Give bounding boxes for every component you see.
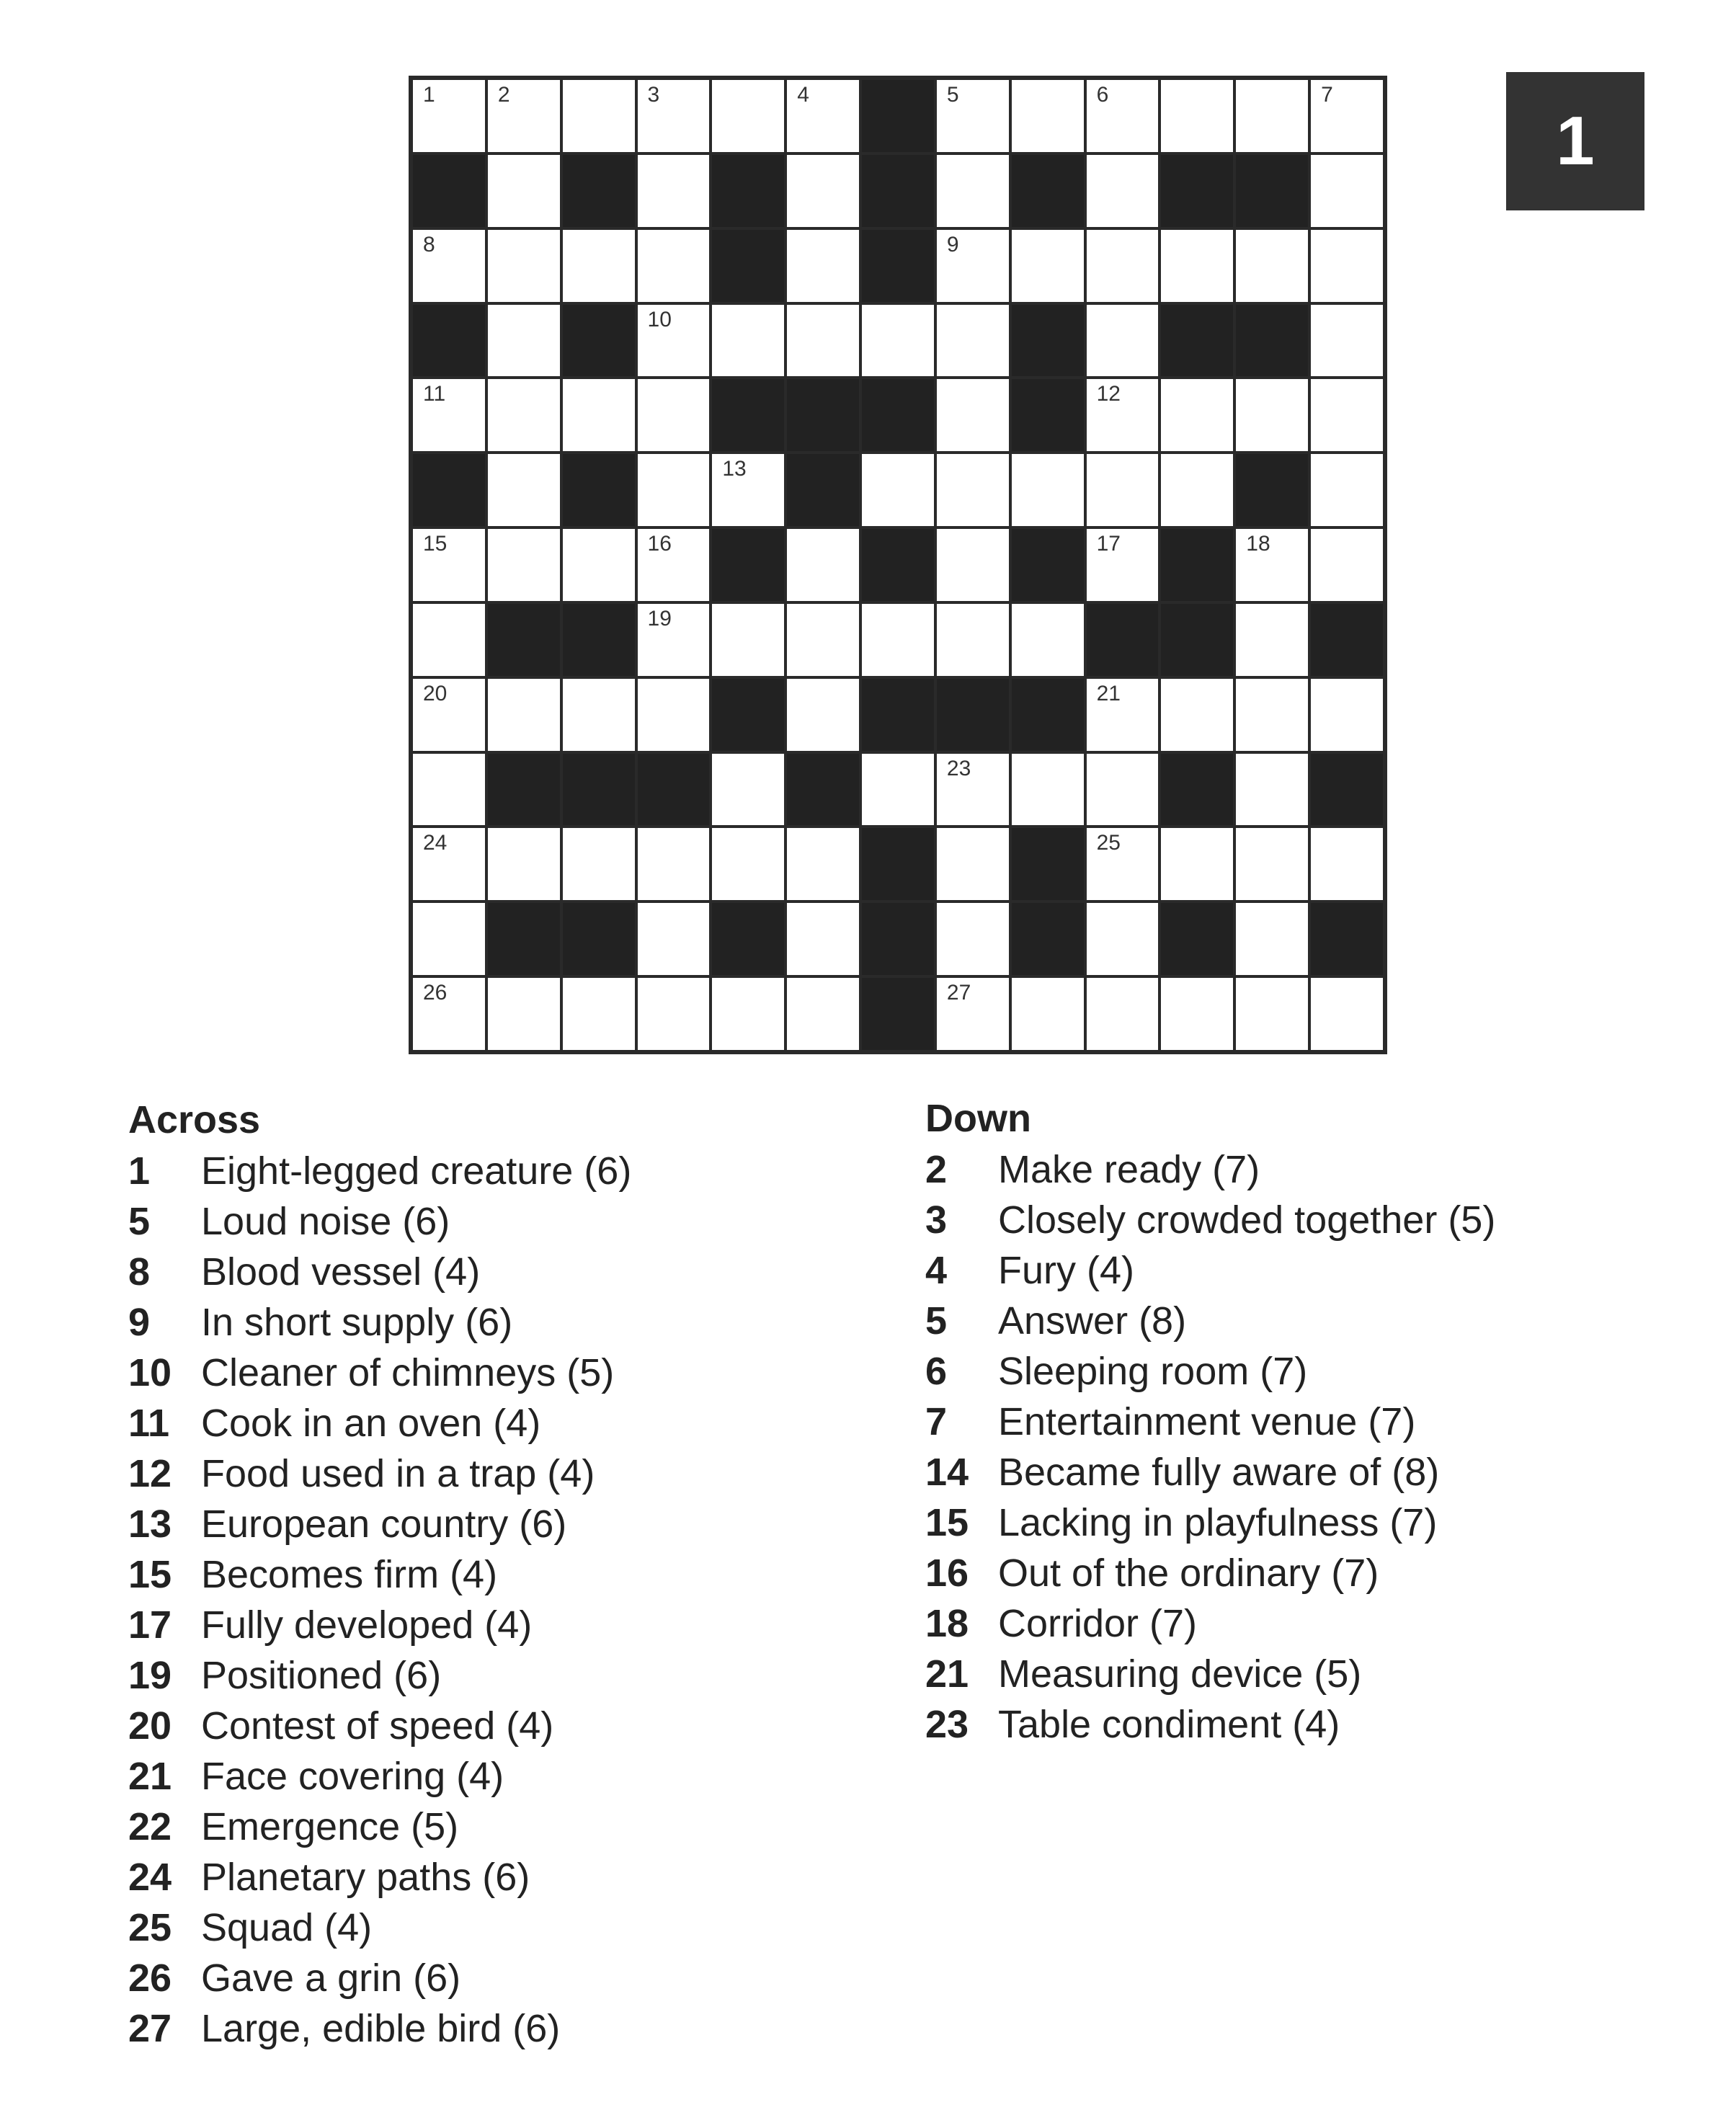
grid-block xyxy=(561,901,636,976)
down-clue[interactable] xyxy=(925,1497,1718,1548)
grid-cell[interactable] xyxy=(711,602,785,677)
grid-cell[interactable] xyxy=(636,228,711,303)
grid-cell[interactable] xyxy=(411,79,486,153)
clue-number: 18 xyxy=(925,1602,969,1645)
clue-text: Cook in an oven (4) xyxy=(201,1402,541,1445)
clue-text: Corridor (7) xyxy=(998,1602,1198,1645)
across-clue[interactable] xyxy=(128,1852,885,1902)
grid-cell[interactable] xyxy=(785,303,860,378)
grid-cell[interactable] xyxy=(636,602,711,677)
clue-number: 21 xyxy=(925,1652,969,1696)
crossword-grid xyxy=(409,76,1387,1054)
grid-block xyxy=(561,453,636,527)
grid-cell[interactable] xyxy=(411,827,486,901)
grid-block xyxy=(711,153,785,228)
down-clue[interactable] xyxy=(925,1296,1718,1346)
grid-block xyxy=(1234,153,1309,228)
down-heading: Down xyxy=(925,1097,1031,1140)
grid-block xyxy=(1159,752,1234,827)
clue-text: Became fully aware of (8) xyxy=(998,1451,1440,1494)
grid-cell[interactable] xyxy=(561,976,636,1051)
grid-cell[interactable] xyxy=(1010,453,1085,527)
down-clue[interactable] xyxy=(925,1397,1718,1447)
grid-block xyxy=(1309,602,1384,677)
clue-number: 3 xyxy=(925,1198,948,1242)
grid-cell[interactable] xyxy=(1159,228,1234,303)
grid-cell[interactable] xyxy=(1085,677,1160,752)
grid-block xyxy=(860,228,935,303)
grid-cell[interactable] xyxy=(1159,827,1234,901)
grid-cell[interactable] xyxy=(1309,827,1384,901)
grid-cell[interactable] xyxy=(1234,79,1309,153)
grid-cell[interactable] xyxy=(486,153,561,228)
grid-cell[interactable] xyxy=(711,303,785,378)
grid-cell[interactable] xyxy=(636,677,711,752)
grid-cell[interactable] xyxy=(411,976,486,1051)
grid-block xyxy=(860,527,935,602)
cell-number: 9 xyxy=(946,232,959,257)
grid-block xyxy=(1010,827,1085,901)
grid-block xyxy=(860,378,935,453)
grid-cell[interactable] xyxy=(711,827,785,901)
grid-cell[interactable] xyxy=(935,79,1010,153)
clue-text: Loud noise (6) xyxy=(201,1200,450,1243)
across-clue[interactable] xyxy=(128,1953,885,2003)
cell-number: 6 xyxy=(1096,83,1109,107)
clue-number: 20 xyxy=(128,1704,172,1748)
clue-number: 27 xyxy=(128,2007,172,2050)
grid-block xyxy=(711,677,785,752)
down-clue[interactable] xyxy=(925,1447,1718,1497)
grid-cell[interactable] xyxy=(561,228,636,303)
grid-block xyxy=(1159,303,1234,378)
grid-cell[interactable] xyxy=(785,602,860,677)
clue-number: 4 xyxy=(925,1249,948,1292)
grid-block xyxy=(1159,527,1234,602)
grid-cell[interactable] xyxy=(486,827,561,901)
grid-cell[interactable] xyxy=(935,752,1010,827)
cell-number: 26 xyxy=(423,981,448,1005)
cell-number: 16 xyxy=(647,532,672,556)
grid-cell[interactable] xyxy=(1085,976,1160,1051)
grid-cell[interactable] xyxy=(636,527,711,602)
across-clue[interactable] xyxy=(128,1297,885,1348)
clue-number: 2 xyxy=(925,1148,948,1191)
clue-text: Lacking in playfulness (7) xyxy=(998,1501,1438,1544)
grid-cell[interactable] xyxy=(1234,901,1309,976)
across-clue[interactable] xyxy=(128,2003,885,2054)
cell-number: 17 xyxy=(1096,532,1121,556)
grid-cell[interactable] xyxy=(1085,79,1160,153)
clue-text: Face covering (4) xyxy=(201,1755,504,1798)
cell-number: 5 xyxy=(946,83,959,107)
clue-text: Sleeping room (7) xyxy=(998,1350,1308,1393)
grid-cell[interactable] xyxy=(636,901,711,976)
grid-block xyxy=(711,378,785,453)
cell-number: 19 xyxy=(647,606,672,631)
grid-cell[interactable] xyxy=(636,153,711,228)
down-clue[interactable] xyxy=(925,1346,1718,1397)
grid-block xyxy=(1010,901,1085,976)
grid-cell[interactable] xyxy=(860,453,935,527)
grid-block xyxy=(1309,901,1384,976)
clue-text: Fully developed (4) xyxy=(201,1603,533,1647)
clue-text: Gave a grin (6) xyxy=(201,1956,461,2000)
grid-cell[interactable] xyxy=(411,602,486,677)
clue-text: Food used in a trap (4) xyxy=(201,1452,595,1495)
clue-text: Large, edible bird (6) xyxy=(201,2007,561,2050)
down-clue[interactable] xyxy=(925,1649,1718,1699)
grid-block xyxy=(1234,453,1309,527)
grid-block xyxy=(860,677,935,752)
grid-block xyxy=(1010,527,1085,602)
grid-cell[interactable] xyxy=(486,228,561,303)
clue-number: 9 xyxy=(128,1301,151,1344)
across-clue[interactable] xyxy=(128,1751,885,1802)
grid-cell[interactable] xyxy=(1309,79,1384,153)
clue-text: Fury (4) xyxy=(998,1249,1134,1292)
grid-cell[interactable] xyxy=(711,752,785,827)
grid-cell[interactable] xyxy=(1159,453,1234,527)
cell-number: 1 xyxy=(423,83,435,107)
grid-cell[interactable] xyxy=(1234,602,1309,677)
clue-text: Emergence (5) xyxy=(201,1805,459,1848)
grid-cell[interactable] xyxy=(935,976,1010,1051)
grid-cell[interactable] xyxy=(486,976,561,1051)
clue-number: 1 xyxy=(128,1149,151,1193)
grid-cell[interactable] xyxy=(1309,153,1384,228)
grid-cell[interactable] xyxy=(1309,303,1384,378)
grid-cell[interactable] xyxy=(1159,79,1234,153)
grid-cell[interactable] xyxy=(561,79,636,153)
grid-cell[interactable] xyxy=(1234,976,1309,1051)
clue-number: 5 xyxy=(925,1299,948,1343)
grid-block xyxy=(561,153,636,228)
grid-cell[interactable] xyxy=(1234,527,1309,602)
grid-block xyxy=(860,79,935,153)
grid-cell[interactable] xyxy=(636,378,711,453)
grid-cell[interactable] xyxy=(935,602,1010,677)
grid-cell[interactable] xyxy=(486,527,561,602)
grid-cell[interactable] xyxy=(935,228,1010,303)
across-clue[interactable] xyxy=(128,1196,885,1247)
grid-cell[interactable] xyxy=(486,303,561,378)
grid-block xyxy=(486,752,561,827)
grid-cell[interactable] xyxy=(935,527,1010,602)
cell-number: 15 xyxy=(423,532,448,556)
clue-number: 23 xyxy=(925,1703,969,1746)
puzzle-number-badge: 1 xyxy=(1506,72,1644,210)
cell-number: 2 xyxy=(497,83,510,107)
down-clue-list xyxy=(925,1144,1718,1750)
grid-cell[interactable] xyxy=(1234,378,1309,453)
down-clue[interactable] xyxy=(925,1245,1718,1296)
grid-cell[interactable] xyxy=(860,752,935,827)
grid-cell[interactable] xyxy=(785,976,860,1051)
grid-cell[interactable] xyxy=(561,827,636,901)
grid-cell[interactable] xyxy=(935,453,1010,527)
grid-cell[interactable] xyxy=(1159,976,1234,1051)
grid-cell[interactable] xyxy=(785,901,860,976)
across-clue[interactable] xyxy=(128,1802,885,1852)
across-clue[interactable] xyxy=(128,1650,885,1701)
grid-cell[interactable] xyxy=(411,378,486,453)
grid-block xyxy=(860,901,935,976)
across-clue[interactable] xyxy=(128,1448,885,1499)
grid-cell[interactable] xyxy=(785,228,860,303)
grid-cell[interactable] xyxy=(860,303,935,378)
down-clue[interactable] xyxy=(925,1548,1718,1598)
down-clue[interactable] xyxy=(925,1195,1718,1245)
clue-text: Contest of speed (4) xyxy=(201,1704,554,1748)
grid-cell[interactable] xyxy=(1085,827,1160,901)
grid-block xyxy=(411,153,486,228)
grid-cell[interactable] xyxy=(935,378,1010,453)
grid-cell[interactable] xyxy=(1309,976,1384,1051)
clue-text: Becomes firm (4) xyxy=(201,1553,498,1596)
grid-cell[interactable] xyxy=(411,901,486,976)
grid-cell[interactable] xyxy=(561,378,636,453)
grid-cell[interactable] xyxy=(636,827,711,901)
grid-cell[interactable] xyxy=(1085,453,1160,527)
grid-cell[interactable] xyxy=(1309,228,1384,303)
clue-text: In short supply (6) xyxy=(201,1301,513,1344)
grid-cell[interactable] xyxy=(1010,79,1085,153)
clue-number: 13 xyxy=(128,1502,172,1546)
clue-text: Planetary paths (6) xyxy=(201,1856,530,1899)
grid-cell[interactable] xyxy=(1309,677,1384,752)
grid-cell[interactable] xyxy=(785,79,860,153)
cell-number: 3 xyxy=(647,83,660,107)
grid-cell[interactable] xyxy=(486,453,561,527)
cell-number: 8 xyxy=(423,232,435,257)
clue-number: 10 xyxy=(128,1351,172,1394)
grid-cell[interactable] xyxy=(1159,677,1234,752)
clue-number: 22 xyxy=(128,1805,172,1848)
clue-number: 21 xyxy=(128,1755,172,1798)
cell-number: 4 xyxy=(797,83,809,107)
clue-number: 11 xyxy=(128,1402,170,1445)
clue-text: Make ready (7) xyxy=(998,1148,1260,1191)
grid-cell[interactable] xyxy=(1234,827,1309,901)
clue-text: Eight-legged creature (6) xyxy=(201,1149,632,1193)
grid-cell[interactable] xyxy=(1010,228,1085,303)
grid-block xyxy=(711,527,785,602)
cell-number: 12 xyxy=(1096,382,1121,406)
clue-text: European country (6) xyxy=(201,1502,567,1546)
clue-number: 15 xyxy=(925,1501,969,1544)
clue-number: 16 xyxy=(925,1552,969,1595)
grid-cell[interactable] xyxy=(785,153,860,228)
grid-cell[interactable] xyxy=(1085,153,1160,228)
clue-number: 15 xyxy=(128,1553,172,1596)
clue-text: Cleaner of chimneys (5) xyxy=(201,1351,615,1394)
grid-cell[interactable] xyxy=(1010,602,1085,677)
grid-cell[interactable] xyxy=(1085,527,1160,602)
across-clue[interactable] xyxy=(128,1146,885,1196)
grid-cell[interactable] xyxy=(411,752,486,827)
down-clue[interactable] xyxy=(925,1598,1718,1649)
grid-block xyxy=(1159,901,1234,976)
grid-block xyxy=(711,901,785,976)
grid-block xyxy=(1159,602,1234,677)
grid-cell[interactable] xyxy=(1309,527,1384,602)
clue-number: 8 xyxy=(128,1250,151,1294)
clue-text: Closely crowded together (5) xyxy=(998,1198,1496,1242)
cell-number: 25 xyxy=(1096,831,1121,855)
cell-number: 27 xyxy=(946,981,971,1005)
clue-text: Entertainment venue (7) xyxy=(998,1400,1416,1443)
cell-number: 13 xyxy=(722,457,747,481)
clue-number: 12 xyxy=(128,1452,172,1495)
cell-number: 7 xyxy=(1321,83,1333,107)
grid-cell[interactable] xyxy=(411,677,486,752)
grid-cell[interactable] xyxy=(860,602,935,677)
grid-cell[interactable] xyxy=(785,827,860,901)
grid-cell[interactable] xyxy=(935,303,1010,378)
cell-number: 20 xyxy=(423,681,448,705)
clue-text: Table condiment (4) xyxy=(998,1703,1340,1746)
cell-number: 24 xyxy=(423,831,448,855)
across-heading: Across xyxy=(128,1098,261,1141)
grid-cell[interactable] xyxy=(1085,378,1160,453)
grid-cell[interactable] xyxy=(486,378,561,453)
across-clue[interactable] xyxy=(128,1398,885,1448)
grid-cell[interactable] xyxy=(636,976,711,1051)
grid-block xyxy=(486,602,561,677)
grid-cell[interactable] xyxy=(1234,677,1309,752)
grid-cell[interactable] xyxy=(561,677,636,752)
grid-cell[interactable] xyxy=(1234,228,1309,303)
cell-number: 11 xyxy=(423,382,446,406)
grid-cell[interactable] xyxy=(636,453,711,527)
clue-number: 5 xyxy=(128,1200,151,1243)
grid-block xyxy=(561,602,636,677)
grid-block xyxy=(785,752,860,827)
grid-cell[interactable] xyxy=(711,79,785,153)
across-clue[interactable] xyxy=(128,1701,885,1751)
grid-block xyxy=(1085,602,1160,677)
grid-cell[interactable] xyxy=(711,976,785,1051)
down-clues xyxy=(925,1092,1718,1750)
grid-cell[interactable] xyxy=(1010,976,1085,1051)
grid-block xyxy=(935,677,1010,752)
grid-cell[interactable] xyxy=(1010,752,1085,827)
grid-cell[interactable] xyxy=(1085,752,1160,827)
grid-cell[interactable] xyxy=(636,303,711,378)
grid-cell[interactable] xyxy=(636,79,711,153)
down-clue[interactable] xyxy=(925,1144,1718,1195)
grid-block xyxy=(1010,303,1085,378)
clue-number: 14 xyxy=(925,1451,969,1494)
grid-block xyxy=(1159,153,1234,228)
clue-number: 7 xyxy=(925,1400,948,1443)
grid-cell[interactable] xyxy=(935,901,1010,976)
across-clue[interactable] xyxy=(128,1902,885,1953)
grid-cell[interactable] xyxy=(486,677,561,752)
grid-cell[interactable] xyxy=(785,677,860,752)
grid-cell[interactable] xyxy=(1085,303,1160,378)
grid-block xyxy=(1010,153,1085,228)
clue-number: 25 xyxy=(128,1906,172,1949)
clue-number: 6 xyxy=(925,1350,948,1393)
grid-cell[interactable] xyxy=(411,527,486,602)
across-clue[interactable] xyxy=(128,1499,885,1549)
grid-cell[interactable] xyxy=(935,827,1010,901)
cell-number: 21 xyxy=(1096,681,1121,705)
grid-block xyxy=(860,976,935,1051)
grid-block xyxy=(1234,303,1309,378)
grid-block xyxy=(636,752,711,827)
grid-cell[interactable] xyxy=(935,153,1010,228)
across-clue[interactable] xyxy=(128,1600,885,1650)
clue-text: Squad (4) xyxy=(201,1906,373,1949)
across-clue[interactable] xyxy=(128,1549,885,1600)
across-clues xyxy=(128,1094,885,2054)
clue-text: Blood vessel (4) xyxy=(201,1250,481,1294)
clue-number: 17 xyxy=(128,1603,172,1647)
grid-block xyxy=(1010,677,1085,752)
grid-cell[interactable] xyxy=(711,453,785,527)
clue-number: 24 xyxy=(128,1856,172,1899)
grid-cell[interactable] xyxy=(1085,228,1160,303)
grid-cell[interactable] xyxy=(1234,752,1309,827)
down-clue[interactable] xyxy=(925,1699,1718,1750)
grid-block xyxy=(711,228,785,303)
grid-block xyxy=(411,303,486,378)
across-clue-list xyxy=(128,1146,885,2054)
across-clue[interactable] xyxy=(128,1247,885,1297)
clue-text: Answer (8) xyxy=(998,1299,1187,1343)
grid-block xyxy=(561,303,636,378)
cell-number: 23 xyxy=(946,756,971,780)
grid-cell[interactable] xyxy=(561,527,636,602)
grid-cell[interactable] xyxy=(1159,378,1234,453)
grid-cell[interactable] xyxy=(785,527,860,602)
clue-text: Out of the ordinary (7) xyxy=(998,1552,1379,1595)
across-clue[interactable] xyxy=(128,1348,885,1398)
clue-text: Positioned (6) xyxy=(201,1654,442,1697)
grid-block xyxy=(1309,752,1384,827)
clue-number: 19 xyxy=(128,1654,172,1697)
grid-block xyxy=(785,453,860,527)
cell-number: 10 xyxy=(647,307,672,331)
clue-number: 26 xyxy=(128,1956,172,2000)
grid-block xyxy=(561,752,636,827)
cell-number: 18 xyxy=(1246,532,1270,556)
grid-block xyxy=(411,453,486,527)
grid-block xyxy=(860,827,935,901)
grid-block xyxy=(860,153,935,228)
grid-cell[interactable] xyxy=(1085,901,1160,976)
grid-block xyxy=(486,901,561,976)
grid-cell[interactable] xyxy=(1309,378,1384,453)
grid-block xyxy=(785,378,860,453)
grid-cell[interactable] xyxy=(1309,453,1384,527)
grid-block xyxy=(1010,378,1085,453)
grid-cell[interactable] xyxy=(486,79,561,153)
grid-cell[interactable] xyxy=(411,228,486,303)
clue-text: Measuring device (5) xyxy=(998,1652,1362,1696)
